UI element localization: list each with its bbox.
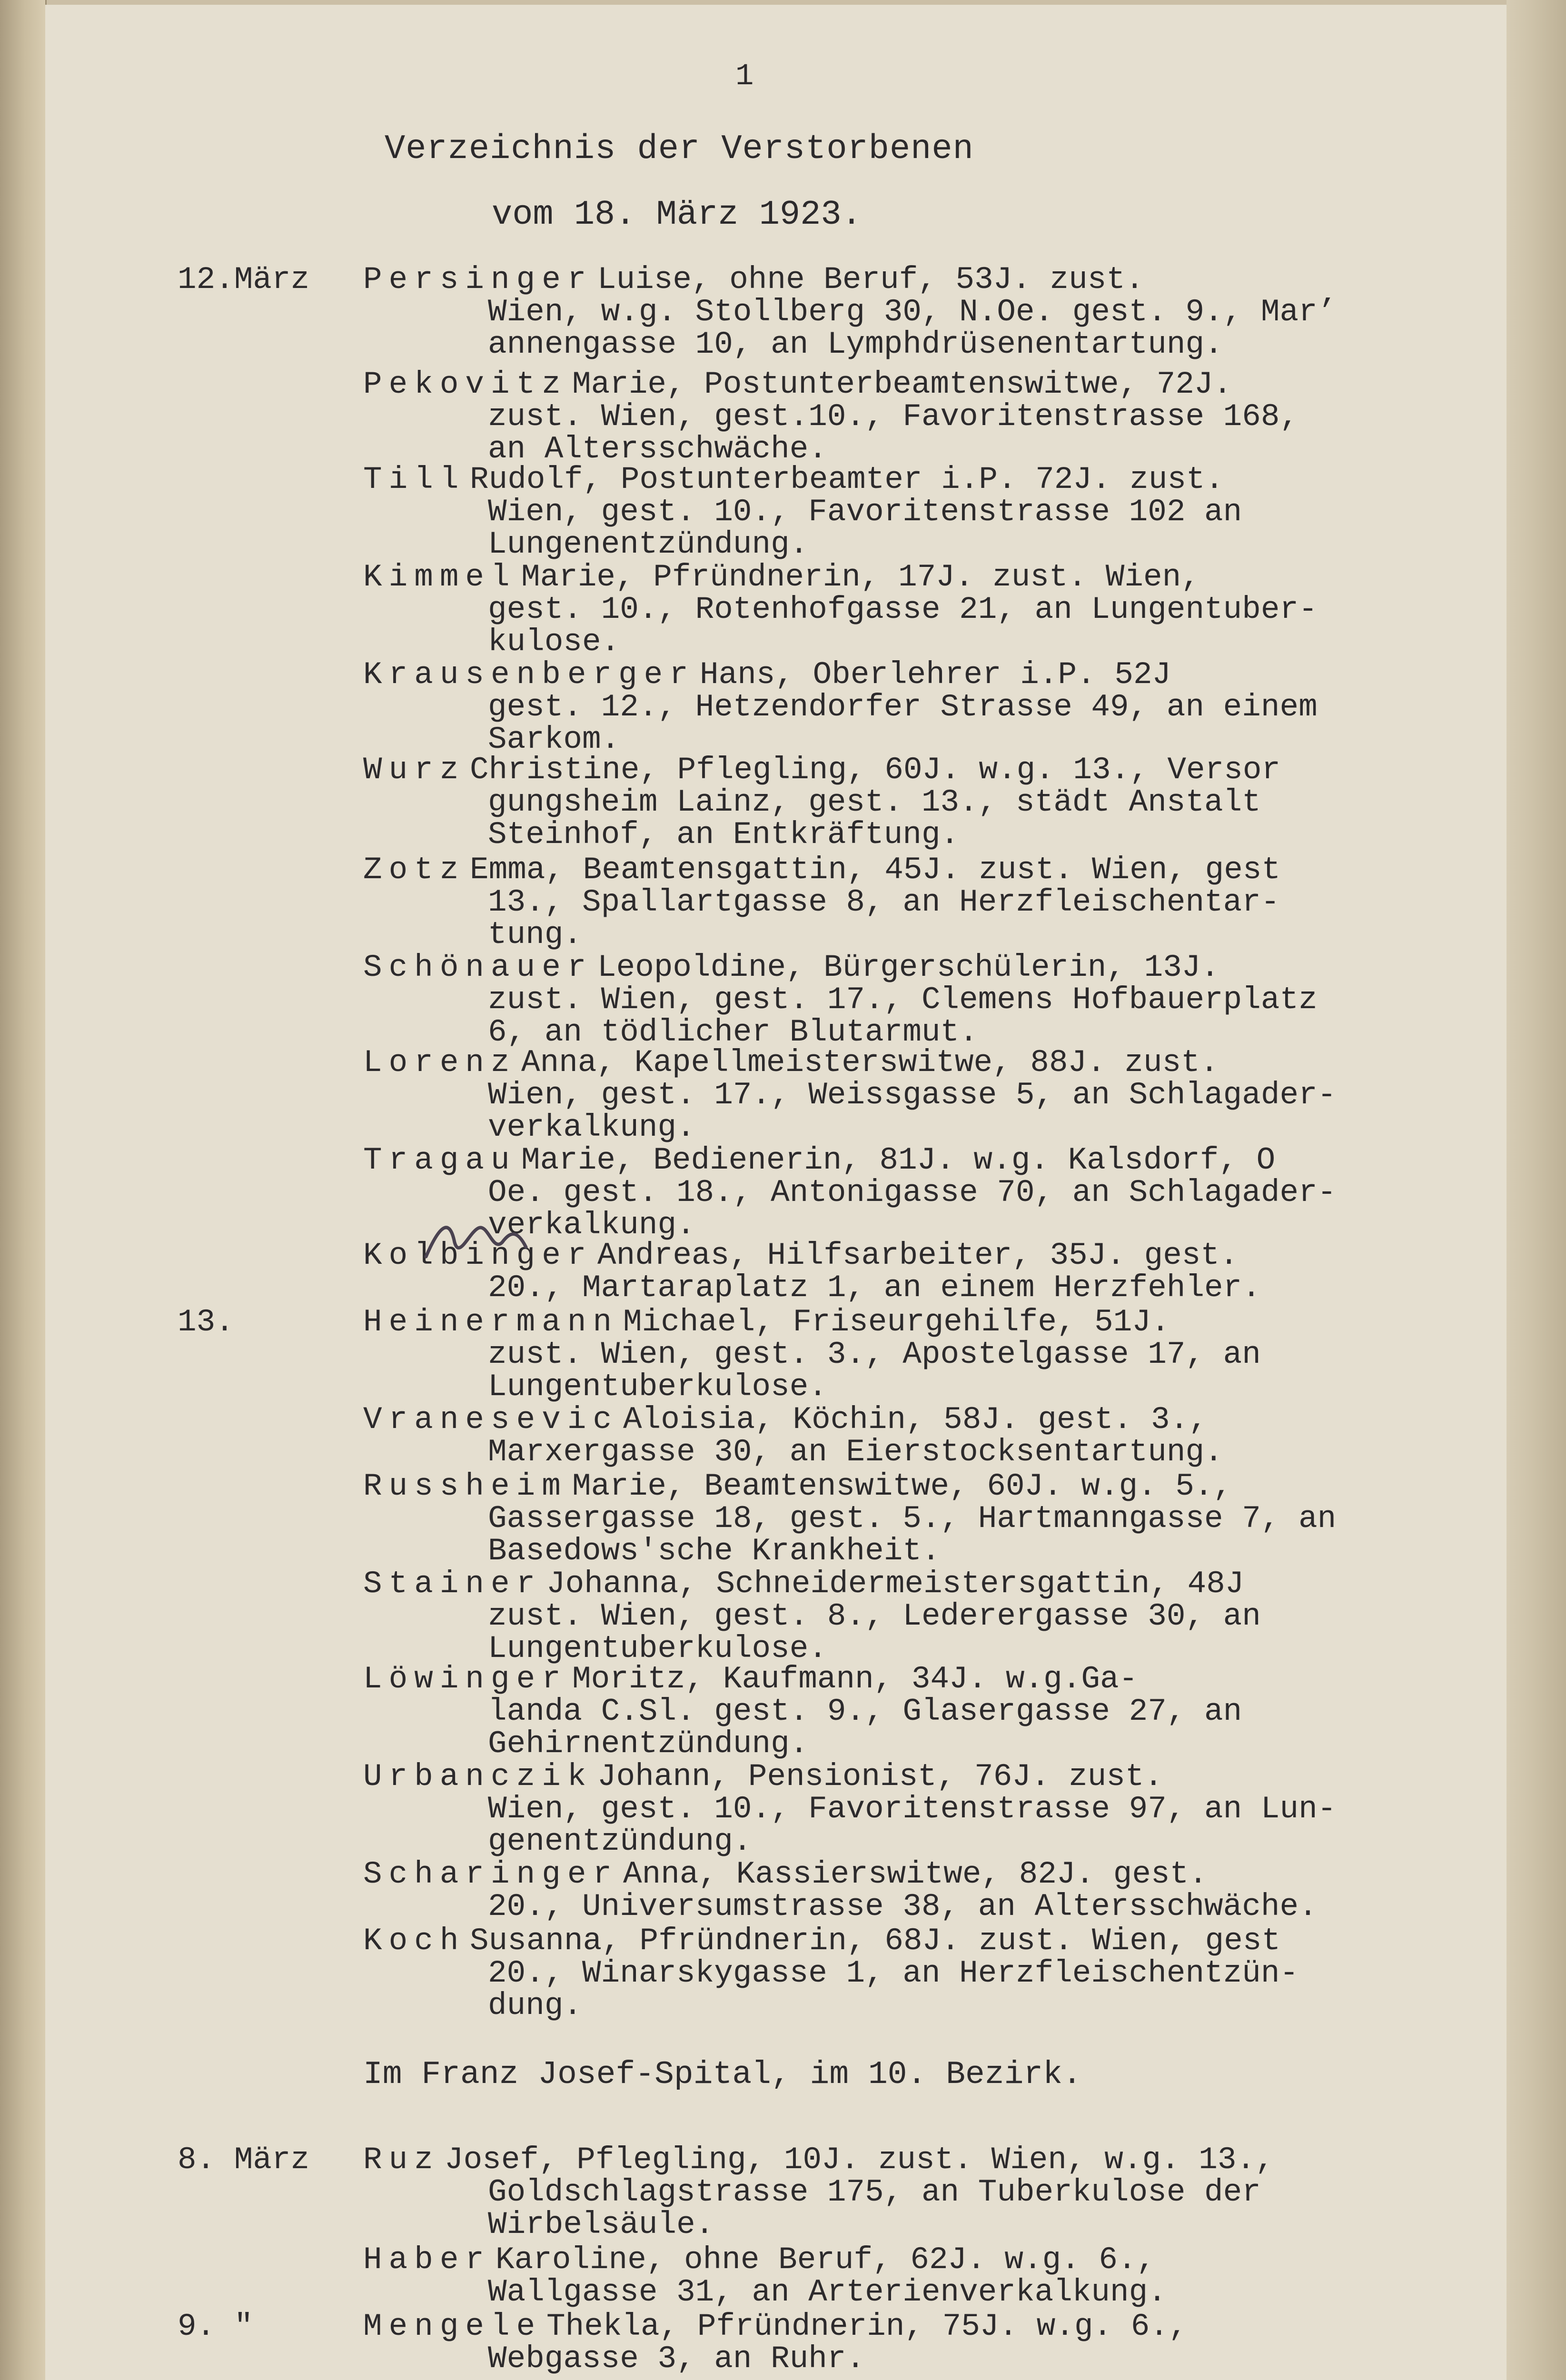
entry-text-line: Webgasse 3, an Ruhr. [488, 2341, 865, 2377]
entry-text-line: 6, an tödlicher Blutarmut. [488, 1014, 978, 1050]
entry-surname: Mengele [363, 2309, 542, 2344]
entry-text-line: Rudolf, Postunterbeamter i.P. 72J. zust. [470, 462, 1224, 497]
entry-text-line: Emma, Beamtensgattin, 45J. zust. Wien, gest [470, 852, 1281, 888]
previous-page-edge [0, 0, 47, 2380]
entry-text-line: Thekla, Pfründnerin, 75J. w.g. 6., [546, 2309, 1188, 2344]
entry-text-line: Goldschlagstrasse 175, an Tuberkulose der [488, 2174, 1261, 2210]
entry-text-line: Leopoldine, Bürgerschülerin, 13J. [597, 950, 1220, 985]
entry-surname: Stainer [363, 1566, 542, 1602]
page-number: 1 [735, 60, 754, 94]
entry-surname: Zotz [363, 852, 466, 888]
entry-surname: Till [363, 462, 466, 497]
entry-text-line: Gassergasse 18, gest. 5., Hartmanngasse 7, an [488, 1501, 1337, 1537]
entry-text-line: Johanna, Schneidermeistersgattin, 48J [546, 1566, 1244, 1602]
entry-text-line: Wien, gest. 10., Favoritenstrasse 97, an Lun- [488, 1791, 1337, 1827]
entry-surname: Ruz [363, 2142, 440, 2178]
entry-text-line: Moritz, Kaufmann, 34J. w.g.Ga- [572, 1661, 1138, 1697]
entry-text-line: verkalkung. [488, 1110, 695, 1145]
entry-surname: Pekovitz [363, 367, 567, 402]
entry-text-line: Lungenentzündung. [488, 526, 809, 562]
entry-text-line: verkalkung. [488, 1207, 695, 1243]
entry-text-line: Anna, Kassierswitwe, 82J. gest. [623, 1856, 1208, 1892]
entry-text-line: Josef, Pflegling, 10J. zust. Wien, w.g. 13., [445, 2142, 1274, 2178]
entry-text-line: 13., Spallartgasse 8, an Herzfleischentar- [488, 884, 1280, 920]
entry-text-line: Johann, Pensionist, 76J. zust. [597, 1759, 1163, 1795]
page-stack-edge [1507, 0, 1566, 2380]
entry-text-line: Susanna, Pfründnerin, 68J. zust. Wien, gest [470, 1923, 1281, 1959]
entry-text-line: zust. Wien, gest. 3., Apostelgasse 17, an [488, 1337, 1261, 1372]
entry-text-line: Sarkom. [488, 722, 620, 757]
entry-text-line: Hans, Oberlehrer i.P. 52J [700, 657, 1171, 693]
entry-text-line: zust. Wien, gest. 8., Lederergasse 30, an [488, 1598, 1261, 1634]
entry-surname: Heinermann [363, 1304, 619, 1340]
entry-surname: Persinger [363, 262, 593, 298]
entry-surname: Lorenz [363, 1045, 516, 1081]
entry-text-line: 20., Winarskygasse 1, an Herzfleischentzün- [488, 1955, 1299, 1991]
entry-text-line: tung. [488, 917, 583, 952]
entry-text-line: Wallgasse 31, an Arterienverkalkung. [488, 2274, 1167, 2310]
entry-text-line: Luise, ohne Beruf, 53J. zust. [597, 262, 1144, 298]
section-title: Im Franz Josef-Spital, im 10. Bezirk. [363, 2056, 1082, 2093]
entry-text-line: Lungentuberkulose. [488, 1369, 827, 1405]
entry-surname: Kimmel [363, 559, 516, 595]
entry-text-line: genentzündung. [488, 1824, 752, 1859]
entry-text-line: Christine, Pflegling, 60J. w.g. 13., Versor [470, 752, 1281, 788]
entry-text-line: 20., Martaraplatz 1, an einem Herzfehler. [488, 1270, 1261, 1306]
entry-date: 12.März [178, 262, 310, 298]
entry-surname: Russheim [363, 1468, 567, 1504]
entry-text-line: Aloisia, Köchin, 58J. gest. 3., [623, 1402, 1208, 1438]
entry-text-line: Gehirnentzündung. [488, 1726, 809, 1762]
document-page [45, 5, 1507, 2380]
entry-surname: Schönauer [363, 950, 593, 985]
entry-date: 8. März [178, 2142, 310, 2178]
entry-text-line: Wien, gest. 17., Weissgasse 5, an Schlagader- [488, 1077, 1337, 1113]
entry-text-line: Lungentuberkulose. [488, 1631, 827, 1666]
entry-text-line: zust. Wien, gest.10., Favoritenstrasse 168, [488, 399, 1299, 435]
entry-surname: Koch [363, 1923, 466, 1959]
entry-text-line: Andreas, Hilfsarbeiter, 35J. gest. [597, 1238, 1239, 1273]
entries-list [45, 5, 1507, 2380]
entry-text-line: Karoline, ohne Beruf, 62J. w.g. 6., [496, 2242, 1156, 2278]
entry-text-line: kulose. [488, 624, 620, 660]
page-title: Verzeichnis der Verstorbenen [385, 129, 974, 169]
entry-surname: Haber [363, 2242, 491, 2278]
entry-text-line: gungsheim Lainz, gest. 13., städt Anstalt [488, 784, 1261, 820]
entry-date: 13. [178, 1304, 234, 1340]
entry-surname: Kolbinger [363, 1238, 593, 1273]
entry-text-line: gest. 12., Hetzendorfer Strasse 49, an einem [488, 689, 1318, 725]
handwritten-mark [421, 1214, 535, 1266]
entry-text-line: gest. 10., Rotenhofgasse 21, an Lungentuber- [488, 592, 1318, 627]
entry-surname: Tragau [363, 1142, 516, 1178]
entry-text-line: Marie, Pfründnerin, 17J. zust. Wien, [521, 559, 1200, 595]
entry-surname: Urbanczik [363, 1759, 593, 1795]
page-subtitle: vom 18. März 1923. [492, 195, 862, 234]
entry-text-line: Oe. gest. 18., Antonigasse 70, an Schlagader- [488, 1175, 1337, 1210]
entry-surname: Scharinger [363, 1856, 619, 1892]
entry-text-line: landa C.Sl. gest. 9., Glasergasse 27, an [488, 1694, 1242, 1729]
entry-text-line: Steinhof, an Entkräftung. [488, 817, 960, 853]
entry-text-line: Marie, Bedienerin, 81J. w.g. Kalsdorf, O [521, 1142, 1276, 1178]
entry-text-line: 20., Universumstrasse 38, an Altersschwäche. [488, 1889, 1318, 1924]
entry-text-line: Michael, Friseurgehilfe, 51J. [623, 1304, 1170, 1340]
entry-text-line: Marie, Postunterbeamtenswitwe, 72J. [572, 367, 1232, 402]
entry-text-line: dung. [488, 1988, 583, 2023]
entry-text-line: Anna, Kapellmeisterswitwe, 88J. zust. [521, 1045, 1219, 1081]
entry-surname: Wurz [363, 752, 466, 788]
entry-text-line: annengasse 10, an Lymphdrüsenentartung. [488, 327, 1223, 362]
entry-surname: Vranesevic [363, 1402, 619, 1438]
entry-text-line: Marxergasse 30, an Eierstocksentartung. [488, 1434, 1223, 1470]
entry-text-line: Wirbelsäule. [488, 2207, 714, 2242]
entry-text-line: an Altersschwäche. [488, 431, 827, 467]
entry-date: 9. " [178, 2309, 253, 2344]
entry-surname: Löwinger [363, 1661, 567, 1697]
entry-surname: Krausenberger [363, 657, 695, 693]
entry-text-line: Marie, Beamtenswitwe, 60J. w.g. 5., [572, 1468, 1232, 1504]
entry-text-line: zust. Wien, gest. 17., Clemens Hofbauerplatz [488, 982, 1318, 1018]
entry-text-line: Wien, w.g. Stollberg 30, N.Oe. gest. 9., Mar’ [488, 294, 1337, 330]
entry-text-line: Basedows'sche Krankheit. [488, 1533, 941, 1569]
entry-text-line: Wien, gest. 10., Favoritenstrasse 102 an [488, 494, 1242, 530]
